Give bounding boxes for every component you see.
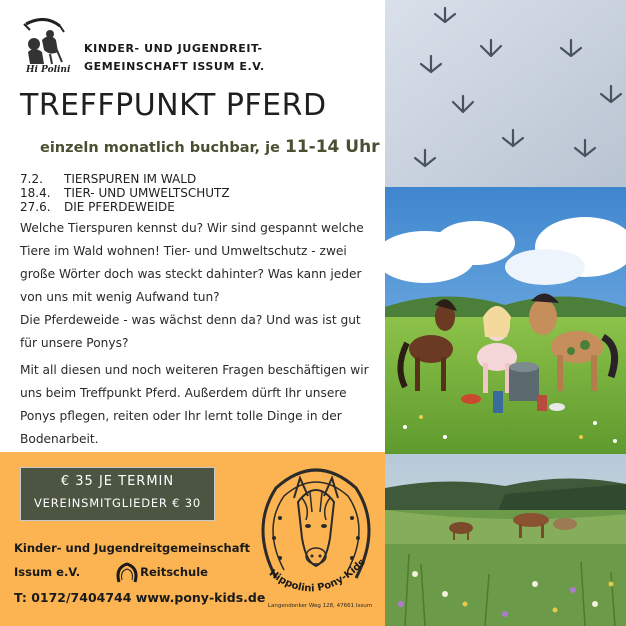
paragraph-3: Mit all diesen und noch weiteren Fragen beschäftigen wir uns beim Treffpunkt Pferd. Außerdem dürft Ihr unsere Ponys pflegen, reiten oder Ihr lernt tolle Dinge in der Bodenarbeit.	[20, 363, 369, 446]
paragraph-1: Welche Tierspuren kennst du? Wir sind gespannt welche Tiere im Wald wohnen! Tier- und Umweltschutz - zwei große Wörter doch was steckt dahinter? Was kann jeder von uns mit wenig Aufwand tun?	[20, 221, 364, 304]
horseshoe-icon	[114, 560, 140, 584]
dates-list	[20, 172, 230, 214]
paragraph-2: Die Pferdeweide - was wächst denn da? Und was ist gut für unsere Ponys?	[20, 313, 361, 350]
contact-org: Kinder- und Jugendreitgemeinschaft	[14, 541, 251, 555]
contact-issum: Issum e.V.	[14, 565, 81, 579]
horses-pasture-photo	[385, 454, 626, 626]
badge-name: Hippolini Pony-Kids	[266, 557, 368, 595]
organization-name	[84, 40, 265, 76]
date: 18.4.	[20, 186, 51, 200]
org-line-1: KINDER- UND JUGENDREIT-	[84, 42, 263, 55]
price-members: VEREINSMITGLIEDER € 30	[34, 496, 201, 510]
date-topic: TIER- UND UMWELTSCHUTZ	[64, 186, 230, 200]
price-per-date: € 35 JE TERMIN	[60, 474, 175, 489]
badge-name-arc	[250, 458, 382, 618]
date-row	[20, 172, 230, 186]
contact-line-2	[14, 565, 208, 579]
description	[20, 217, 370, 451]
ponies-meadow-illustration	[385, 187, 626, 454]
badge-address: Langendonker Weg 128, 47661 Issum	[267, 603, 373, 609]
date: 27.6.	[20, 200, 51, 214]
page-title: TREFFPUNKT PFERD	[20, 88, 327, 123]
contact-phone-web: T: 0172/7404744 www.pony-kids.de	[14, 590, 266, 605]
subtitle-time: 11-14 Uhr	[284, 137, 380, 157]
date-row	[20, 186, 230, 200]
date-topic: DIE PFERDEWEIDE	[64, 200, 175, 214]
date-topic: TIERSPUREN IM WALD	[64, 172, 197, 186]
club-logo	[20, 18, 70, 74]
subtitle-text: einzeln monatlich buchbar, je	[40, 140, 285, 156]
price-box	[20, 467, 215, 521]
date: 7.2.	[20, 172, 43, 186]
bird-tracks-snow-photo	[385, 0, 626, 187]
org-line-2: GEMEINSCHAFT ISSUM E.V.	[84, 60, 265, 73]
logo-caption: Hi Polini	[26, 65, 70, 74]
date-row	[20, 200, 230, 214]
svg-text:Hippolini Pony-Kids	[267, 557, 368, 594]
subtitle	[40, 137, 380, 157]
contact-reitschule: Reitschule	[140, 565, 208, 579]
